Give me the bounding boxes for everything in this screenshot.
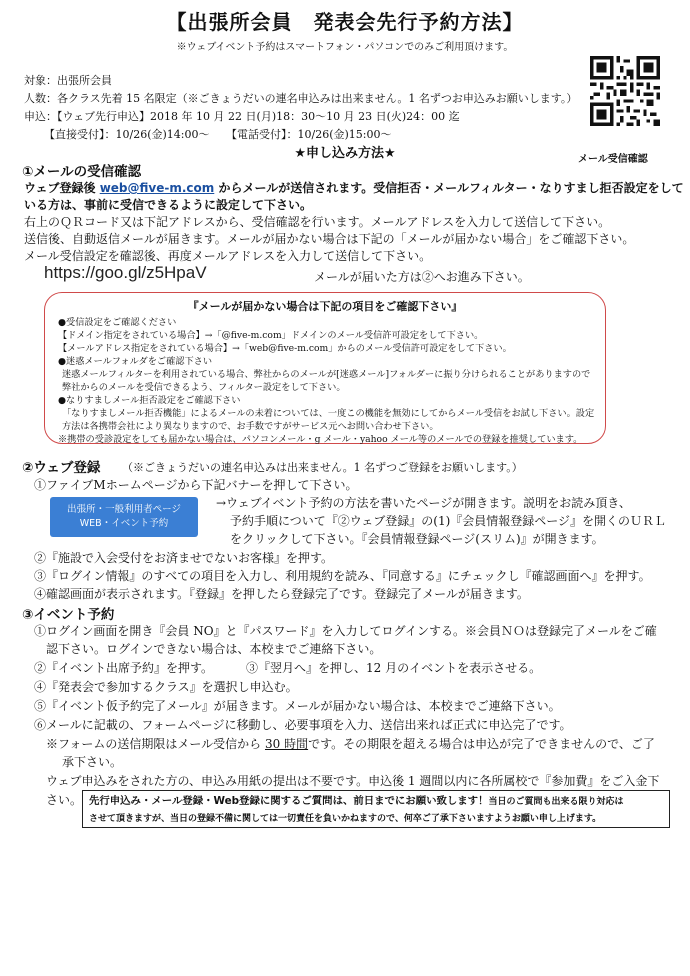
- note1-pre: ※フォームの送信期限はメール受信から: [46, 737, 265, 751]
- section1-line5: メール受信設定を確認後、再度メールアドレスを入力して送信して下さい。: [24, 249, 432, 263]
- contact-line2: させて頂きますが、当日の登録不備に関しては一切責任を負いかねますので、何卒ご了承下さいますようお願い申し上げます。: [89, 814, 602, 824]
- section3-step5: ⑤『イベント仮予約完了メール』が届きます。メールが届かない場合は、本校までご連絡下さい。: [34, 699, 561, 713]
- mail-trouble-line: ※携帯の受診設定をしても届かない場合は、パソコンメール・g メール・yahoo メール等のメールでの登録を推奨しています。: [58, 434, 583, 445]
- contact-main: 先行申込み・メール登録・Web登録に関するご質問は、前日までにお願い致します！: [89, 795, 489, 807]
- section2-arrow1: →ウェブイベント予約の方法を書いたページが開きます。説明をお読み頂き、: [216, 496, 631, 510]
- qr-caption: メール受信確認: [578, 154, 648, 165]
- qr-code[interactable]: [590, 56, 660, 126]
- url-note: メールが届いた方は②へお進み下さい。: [314, 270, 530, 284]
- section3-step1a: ①ログイン画面を開き『会員 NO』と『パスワード』を入力してログインする。※会員ＮＯは登録完了メールをご確: [34, 624, 657, 638]
- short-url-link[interactable]: https://goo.gl/z5HpaV: [44, 263, 207, 282]
- contact-small: 当日のご質問も出来る限り対応は: [488, 797, 624, 807]
- mail-trouble-line: 弊社からのメールを受信できるよう、フィルター設定をして下さい。: [62, 382, 346, 393]
- section2-step4: ④確認画面が表示されます。『登録』を押したら登録完了です。登録完了メールが届きます。: [34, 587, 529, 601]
- mail-trouble-title: 『メールが届かない場合は下記の項目をご確認下さい』: [187, 300, 463, 313]
- section3-note2: 承下さい。: [62, 755, 123, 769]
- email-link[interactable]: web@five-m.com: [99, 181, 215, 195]
- method-heading: ★申し込み方法★: [294, 146, 396, 161]
- contact-notice-box: [82, 790, 670, 828]
- device-note: ※ウェブイベント予約はスマートフォン・パソコンでのみご利用頂けます。: [176, 42, 514, 53]
- section2-note: （※ごきょうだいの連名申込みは出来ません。1 名ずつご登録をお願いします。）: [122, 461, 523, 474]
- mail-trouble-line: 方法は各携帯会社により異なりますので、お手数ですがサービス元へお問い合わせ下さい。: [62, 421, 439, 432]
- info-phone: 【電話受付】：10/26(金)15:00〜: [226, 128, 392, 141]
- section3-step4: ④『発表会で参加するクラス』を選択し申込む。: [34, 680, 298, 694]
- section1-heading: ①メールの受信確認: [22, 164, 142, 180]
- banner-line1: 出張所・一般利用者ページ: [67, 504, 181, 515]
- banner-line2: WEB・イベント予約: [79, 518, 169, 529]
- section2-arrow3: をクリックして下さい。『会員情報登録ページ(スリム)』が開きます。: [230, 532, 604, 546]
- section2-arrow2: 予約手順について『②ウェブ登録』の(1)『会員情報登録ページ』を開くのＵＲＬ: [230, 514, 667, 528]
- section1-line1-pre: ウェブ登録後: [24, 181, 100, 195]
- section3-note4: さい。: [46, 793, 83, 807]
- section3-note3: ウェブ申込みをされた方の、申込み用紙の提出は不要です。申込後 1 週間以内に各所属校で『参加費』をご入金下: [46, 774, 660, 788]
- info-capacity: 人数：各クラス先着 15 名限定（※ごきょうだいの連名申込みは出来ません。1 名ずつお申込みお願いします。）: [24, 92, 578, 105]
- section3-step6: ⑥メールに記載の、フォームページに移動し、必要事項を入力、送信出来れば正式に申込完了です。: [34, 718, 572, 732]
- section2-step3: ③『ログイン情報』のすべての項目を入力し、利用規約を読み、『同意する』にチェックし『確認画面へ』を押す。: [34, 569, 651, 583]
- section3-heading: ③イベント予約: [22, 607, 115, 623]
- info-target: 対象：出張所会員: [24, 74, 112, 87]
- section2-step2: ②『施設で入会受付をお済ませでないお客様』を押す。: [34, 551, 334, 565]
- note1-post: です。その期限を超える場合は申込が完了できませんので、ご了: [308, 737, 655, 751]
- section3-step3: ③『翌月へ』を押し、12 月のイベントを表示させる。: [246, 661, 542, 675]
- section3-step2: ②『イベント出席予約』を押す。: [34, 661, 214, 675]
- section1-line2: いる方は、事前に受信できるように設定して下さい。: [24, 198, 313, 212]
- mail-trouble-line: 【メールアドレス指定をされている場合】→「web@five-m.com」からのメール受信許可設定をして下さい。: [58, 343, 512, 354]
- mail-trouble-line: ●なりすましメール拒否設定をご確認下さい: [58, 395, 241, 406]
- info-direct: 【直接受付】：10/26(金)14:00〜: [44, 128, 210, 141]
- mail-trouble-line: ●受信設定をご確認ください: [58, 317, 177, 328]
- section3-step1b: 認下さい。ログインできない場合は、本校までご連絡下さい。: [46, 642, 382, 656]
- deadline-hours: 30 時間: [264, 737, 309, 751]
- section1-line1: [24, 179, 684, 196]
- section1-line3: 右上のＱＲコード又は下記アドレスから、受信確認を行います。メールアドレスを入力して送信して下さい。: [24, 215, 611, 229]
- section1-line1-post: からメールが送信されます。受信拒否・メールフィルター・なりすまし拒否設定をして: [214, 181, 684, 195]
- web-event-banner[interactable]: [50, 497, 198, 537]
- mail-trouble-line: 「なりすましメール拒否機能」によるメールの未着については、一度この機能を無効にしてからメール受信をお試し下さい。設定: [62, 408, 595, 419]
- info-apply: 申込：【ウェブ先行申込】2018 年 10 月 22 日(月)18：30〜10 月 23 日(火)24：00 迄: [24, 110, 460, 123]
- page-title: 【出張所会員 発表会先行予約方法】: [166, 10, 524, 34]
- section1-line4: 送信後、自動返信メールが届きます。メールが届かない場合は下記の「メールが届かない場合」をご確認下さい。: [24, 232, 635, 246]
- mail-trouble-line: 【ドメイン指定をされている場合】→「@five-m.com」ドメインのメール受信許可設定をして下さい。: [58, 330, 484, 341]
- mail-trouble-line: ●迷惑メールフォルダをご確認下さい: [58, 356, 213, 367]
- mail-trouble-line: 迷惑メールフィルターを利用されている場合、弊社からのメールが[迷惑メール]フォルダーに振り分けられることがありますので: [62, 369, 591, 380]
- section2-heading: ②ウェブ登録: [22, 460, 101, 476]
- section3-note1: [46, 735, 655, 752]
- section2-step1: ①ファイブMホームページから下記バナーを押して下さい。: [34, 478, 358, 492]
